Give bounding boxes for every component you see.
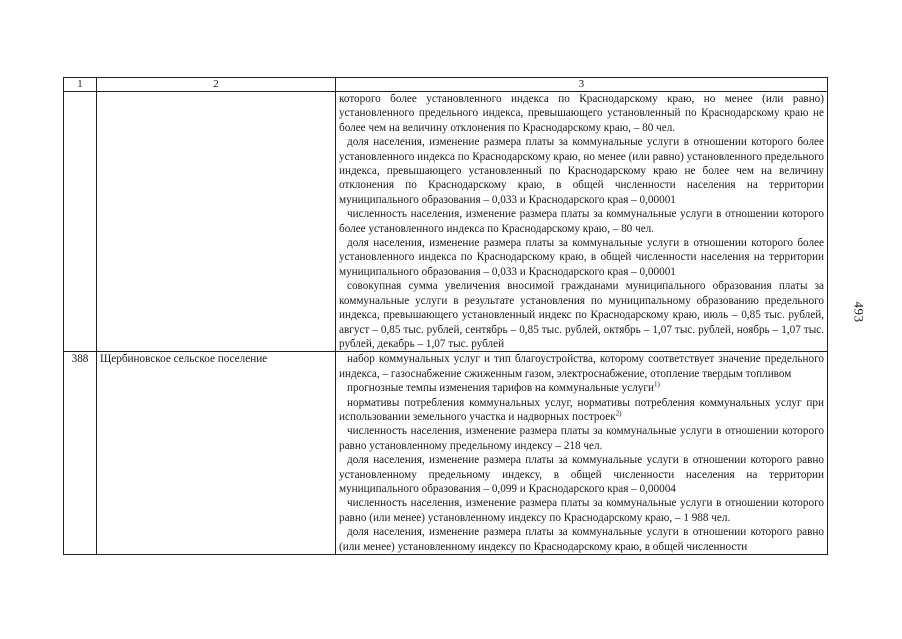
indicator-paragraph: доля населения, изменение размера платы за коммунальные услуги в отношении которого равно установленному предельному индексу, в общей численности населения на территории муниципального образования – 0,099 и Краснодарского края – 0,00004	[339, 454, 824, 495]
row-number-cell	[64, 92, 97, 352]
indicator-paragraph: численность населения, изменение размера платы за коммунальные услуги в отношении которого более установленного индекса по Краснодарскому краю, – 80 чел.	[339, 208, 824, 235]
indicator-paragraph: набор коммунальных услуг и тип благоустройства, которому соответствует значение предельного индекса, – газоснабжение сжиженным газом, электроснабжение, отопление твердым топливом	[339, 353, 824, 380]
footnote-marker: 1)	[653, 380, 660, 389]
page-number: 493	[851, 301, 867, 323]
indicator-text: нормативы потребления коммунальных услуг, нормативы потребления коммунальных услуг при использовании земельного участка и надворных построек	[339, 396, 824, 423]
indicators-cell	[336, 352, 828, 555]
indicator-paragraph: совокупная сумма увеличения вносимой гражданами муниципального образования платы за коммунальные услуги в результате установления по муниципальному образованию предельного индекса, превышающего установленный индекс по Краснодарскому краю, июль – 0,85 тыс. рублей, август – 0,85 тыс. рублей, сентябрь – 0,85 тыс. рублей, октябрь – 1,07 тыс. рублей, ноябрь – 1,07 тыс. рублей, декабрь – 1,07 тыс. рублей	[339, 280, 824, 350]
indicator-paragraph: доля населения, изменение размера платы за коммунальные услуги в отношении которого более установленного индекса по Краснодарскому краю, в общей численности населения на территории муниципального образования – 0,033 и Краснодарского края – 0,00001	[339, 237, 824, 278]
column-header-3: 3	[336, 78, 828, 92]
indicator-paragraph: численность населения, изменение размера платы за коммунальные услуги в отношении которого равно (или менее) установленному индексу по Краснодарскому краю, – 1 988 чел.	[339, 497, 824, 524]
table-header-row	[64, 78, 828, 92]
municipality-name-cell	[97, 92, 336, 352]
footnote-marker: 2)	[615, 409, 622, 418]
indicator-paragraph: численность населения, изменение размера платы за коммунальные услуги в отношении которого равно установленному предельному индексу – 218 чел.	[339, 425, 824, 452]
indicator-text: прогнозные темпы изменения тарифов на коммунальные услуги	[347, 382, 654, 395]
indicator-paragraph	[339, 381, 824, 395]
column-header-1: 1	[64, 78, 97, 92]
municipality-name-cell: Щербиновское сельское поселение	[97, 352, 336, 555]
indicator-paragraph	[339, 396, 824, 425]
indicator-paragraph: доля населения, изменение размера платы за коммунальные услуги в отношении которого более установленного индекса по Краснодарскому краю, но менее (или равно) установленного предельного индекса, превышающего установленный по Краснодарскому краю не более чем на величину отклонения по Краснодарскому краю, в общей численности населения на территории муниципального образования – 0,033 и Краснодарского края – 0,00001	[339, 136, 824, 206]
table-row	[64, 92, 828, 352]
row-number-cell: 388	[64, 352, 97, 555]
column-header-2: 2	[97, 78, 336, 92]
table-row	[64, 352, 828, 555]
indicator-paragraph: доля населения, изменение размера платы за коммунальные услуги в отношении которого равно (или менее) установленному индексу по Краснодарскому краю, в общей численности	[339, 526, 824, 553]
document-table	[63, 77, 828, 555]
indicators-cell	[336, 92, 828, 352]
indicator-paragraph: которого более установленного индекса по Краснодарскому краю, но менее (или равно) установленного предельного индекса, превышающего установленный по Краснодарскому краю не более чем на величину отклонения по Краснодарскому краю, – 80 чел.	[339, 93, 824, 134]
